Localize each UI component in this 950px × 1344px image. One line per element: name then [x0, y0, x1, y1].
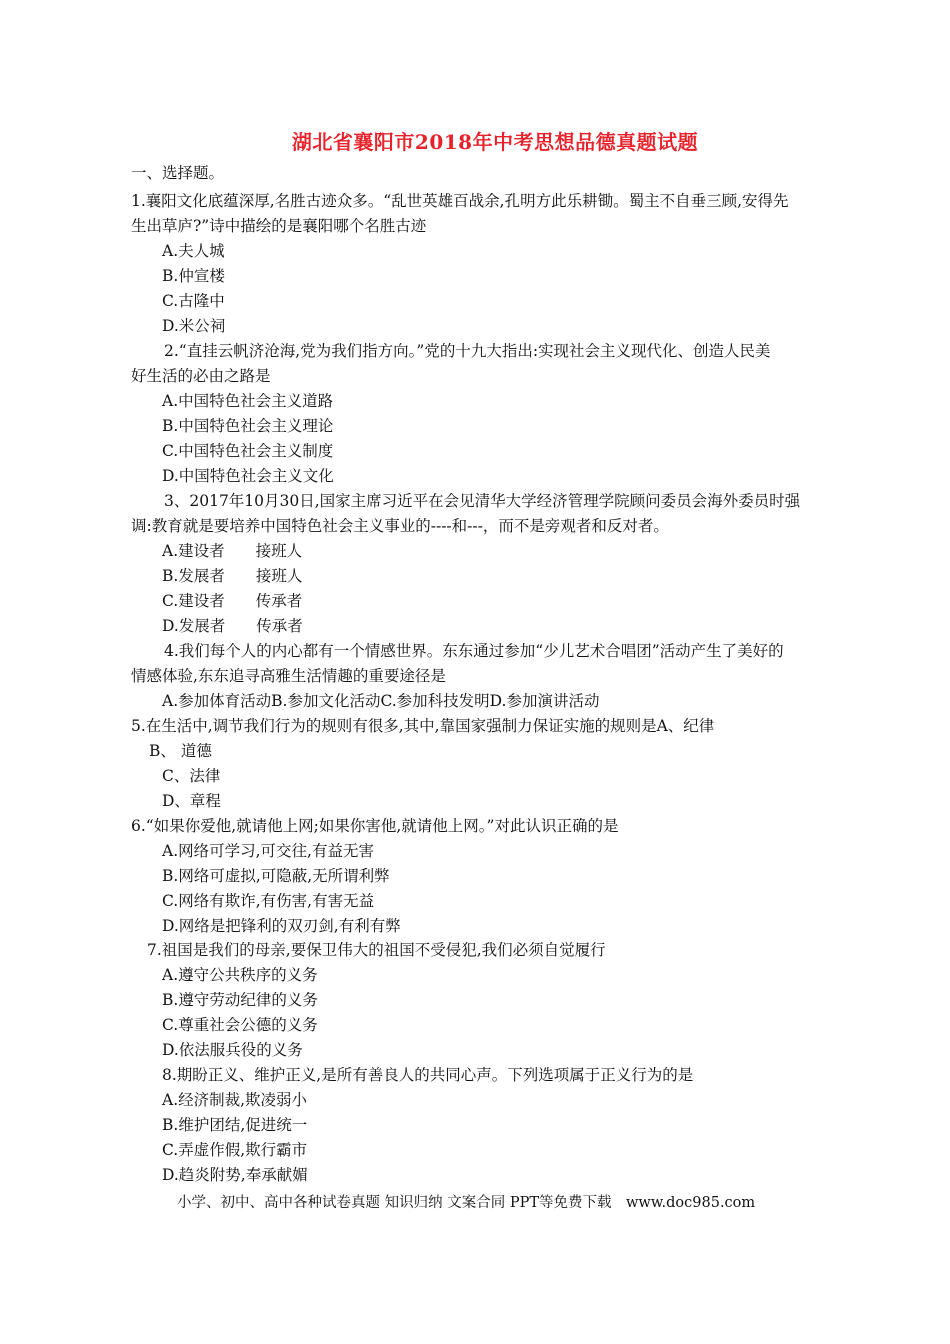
page-title: 湖北省襄阳市2018年中考思想品德真题试题	[291, 130, 699, 154]
question-5-option-c: C、法律	[162, 767, 221, 785]
question-3-option-a: A.建设者 接班人	[162, 542, 303, 560]
question-1-stem: 1.襄阳文化底蕴深厚,名胜古迹众多。“乱世英雄百战余,孔明方此乐耕锄。蜀主不自垂三顾,安得先	[131, 192, 789, 210]
question-1-stem-cont: 生出草庐?”诗中描绘的是襄阳哪个名胜古迹	[131, 217, 427, 235]
question-1-option-d: D.米公祠	[162, 317, 226, 335]
question-8-option-a: A.经济制裁,欺凌弱小	[162, 1091, 308, 1109]
question-5-stem: 5.在生活中,调节我们行为的规则有很多,其中,靠国家强制力保证实施的规则是A、纪律	[131, 717, 715, 735]
question-6-stem: 6.“如果你爱他,就请他上网;如果你害他,就请他上网。”对此认识正确的是	[131, 817, 619, 835]
question-8-option-c: C.弄虚作假,欺行霸市	[162, 1141, 308, 1159]
question-7-stem: 7.祖国是我们的母亲,要保卫伟大的祖国不受侵犯,我们必须自觉履行	[147, 941, 606, 959]
question-8-stem: 8.期盼正义、维护正义,是所有善良人的共同心声。下列选项属于正义行为的是	[162, 1066, 694, 1084]
question-7-option-d: D.依法服兵役的义务	[162, 1041, 303, 1059]
question-4-stem-cont: 情感体验,东东追寻高雅生活情趣的重要途径是	[131, 667, 446, 685]
question-4-stem: 4.我们每个人的内心都有一个情感世界。东东通过参加“少儿艺术合唱团”活动产生了美好的	[164, 642, 784, 660]
section-heading: 一、选择题。	[131, 164, 225, 182]
question-5-option-d: D、章程	[162, 792, 221, 810]
question-2-option-d: D.中国特色社会主义文化	[162, 467, 334, 485]
question-1-option-c: C.古隆中	[162, 292, 225, 310]
question-6-option-d: D.网络是把锋利的双刃剑,有利有弊	[162, 917, 401, 935]
question-3-option-b: B.发展者 接班人	[162, 567, 303, 585]
question-7-option-c: C.尊重社会公德的义务	[162, 1016, 318, 1034]
question-7-option-b: B.遵守劳动纪律的义务	[162, 991, 318, 1009]
question-2-option-a: A.中国特色社会主义道路	[162, 392, 334, 410]
question-2-stem-cont: 好生活的必由之路是	[131, 367, 271, 385]
question-3-stem: 3、2017年10月30日,国家主席习近平在会见清华大学经济管理学院顾问委员会海外委员时强	[164, 492, 801, 510]
question-6-option-c: C.网络有欺诈,有伤害,有害无益	[162, 892, 375, 910]
question-1-option-b: B.仲宣楼	[162, 267, 225, 285]
question-3-stem-cont: 调:教育就是要培养中国特色社会主义事业的----和---，而不是旁观者和反对者。	[131, 517, 669, 535]
page-footer: 小学、初中、高中各种试卷真题 知识归纳 文案合同 PPT等免费下载 www.doc985.com	[177, 1195, 756, 1211]
question-2-option-c: C.中国特色社会主义制度	[162, 442, 334, 460]
question-2-option-b: B.中国特色社会主义理论	[162, 417, 334, 435]
question-3-option-c: C.建设者 传承者	[162, 592, 303, 610]
question-6-option-b: B.网络可虚拟,可隐蔽,无所谓利弊	[162, 867, 390, 885]
question-8-option-d: D.趋炎附势,奉承献媚	[162, 1166, 308, 1184]
question-6-option-a: A.网络可学习,可交往,有益无害	[162, 842, 374, 860]
question-1-option-a: A.夫人城	[162, 242, 225, 260]
question-7-option-a: A.遵守公共秩序的义务	[162, 966, 318, 984]
question-4-options: A.参加体育活动B.参加文化活动C.参加科技发明D.参加演讲活动	[162, 692, 600, 710]
question-3-option-d: D.发展者 传承者	[162, 617, 303, 635]
question-2-stem: 2.“直挂云帆济沧海,党为我们指方向。”党的十九大指出:实现社会主义现代化、创造人民美	[164, 342, 771, 360]
question-5-option-b: B、 道德	[149, 742, 212, 760]
question-8-option-b: B.维护团结,促进统一	[162, 1116, 308, 1134]
